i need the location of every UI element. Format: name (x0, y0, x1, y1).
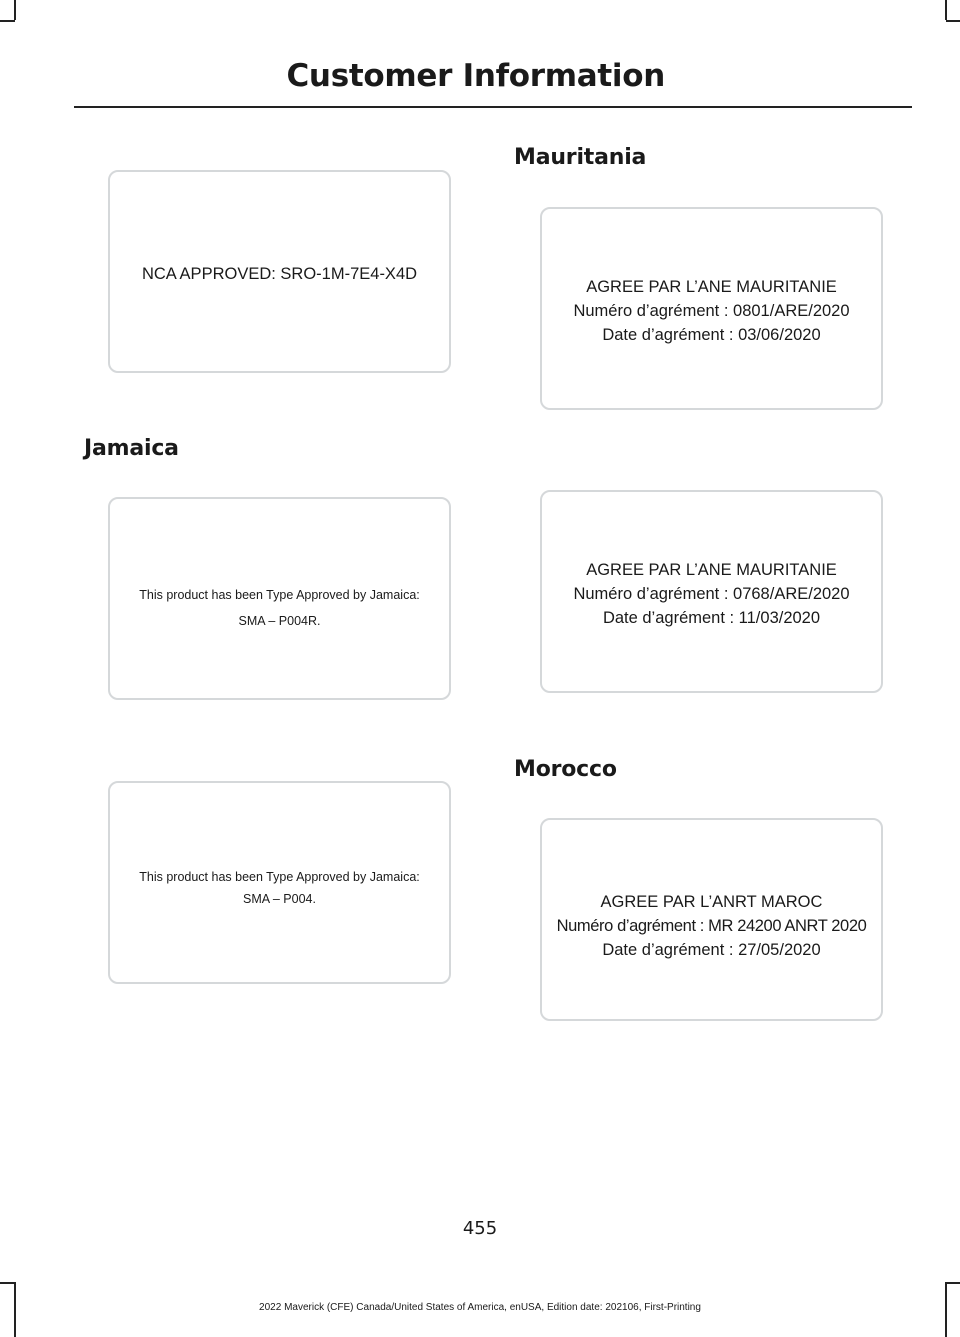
jamaica-approval-label-2 (108, 781, 451, 984)
morocco-approval-label (540, 818, 883, 1021)
crop-mark (946, 20, 960, 22)
label-line: Date d’agrément : 27/05/2020 (602, 941, 821, 959)
section-heading-morocco: Morocco (514, 757, 617, 782)
label-line: SMA – P004R. (238, 614, 321, 628)
jamaica-approval-label-1 (108, 497, 451, 700)
label-line: AGREE PAR L’ANE MAURITANIE (586, 278, 837, 296)
label-line: AGREE PAR L’ANRT MAROC (600, 893, 823, 911)
crop-mark (0, 20, 15, 22)
edition-footer: 2022 Maverick (CFE) Canada/United States of America, enUSA, Edition date: 202106, First-Printing (259, 1302, 701, 1313)
label-line: Numéro d’agrément : MR 24200 ANRT 2020 (556, 917, 867, 935)
mauritania-approval-label-1 (540, 207, 883, 410)
label-line: AGREE PAR L’ANE MAURITANIE (586, 561, 837, 579)
crop-mark (0, 1282, 15, 1284)
label-line: Numéro d’agrément : 0768/ARE/2020 (573, 585, 850, 603)
page-title: Customer Information (286, 58, 665, 94)
label-line: Date d’agrément : 11/03/2020 (602, 609, 821, 627)
label-line: This product has been Type Approved by Jamaica: (139, 870, 420, 884)
label-line: Date d’agrément : 03/06/2020 (602, 326, 821, 344)
label-line: SMA – P004. (243, 892, 316, 906)
label-line: Numéro d’agrément : 0801/ARE/2020 (573, 302, 850, 320)
crop-mark (14, 0, 16, 20)
title-divider (74, 106, 912, 108)
section-heading-mauritania: Mauritania (514, 145, 647, 170)
crop-mark (946, 1282, 960, 1284)
nca-approval-label (108, 170, 451, 373)
page-number: 455 (462, 1218, 498, 1239)
label-line: NCA APPROVED: SRO-1M-7E4-X4D (141, 265, 418, 283)
label-line: This product has been Type Approved by Jamaica: (139, 588, 420, 602)
section-heading-jamaica: Jamaica (84, 436, 179, 461)
crop-mark (945, 0, 947, 20)
mauritania-approval-label-2 (540, 490, 883, 693)
